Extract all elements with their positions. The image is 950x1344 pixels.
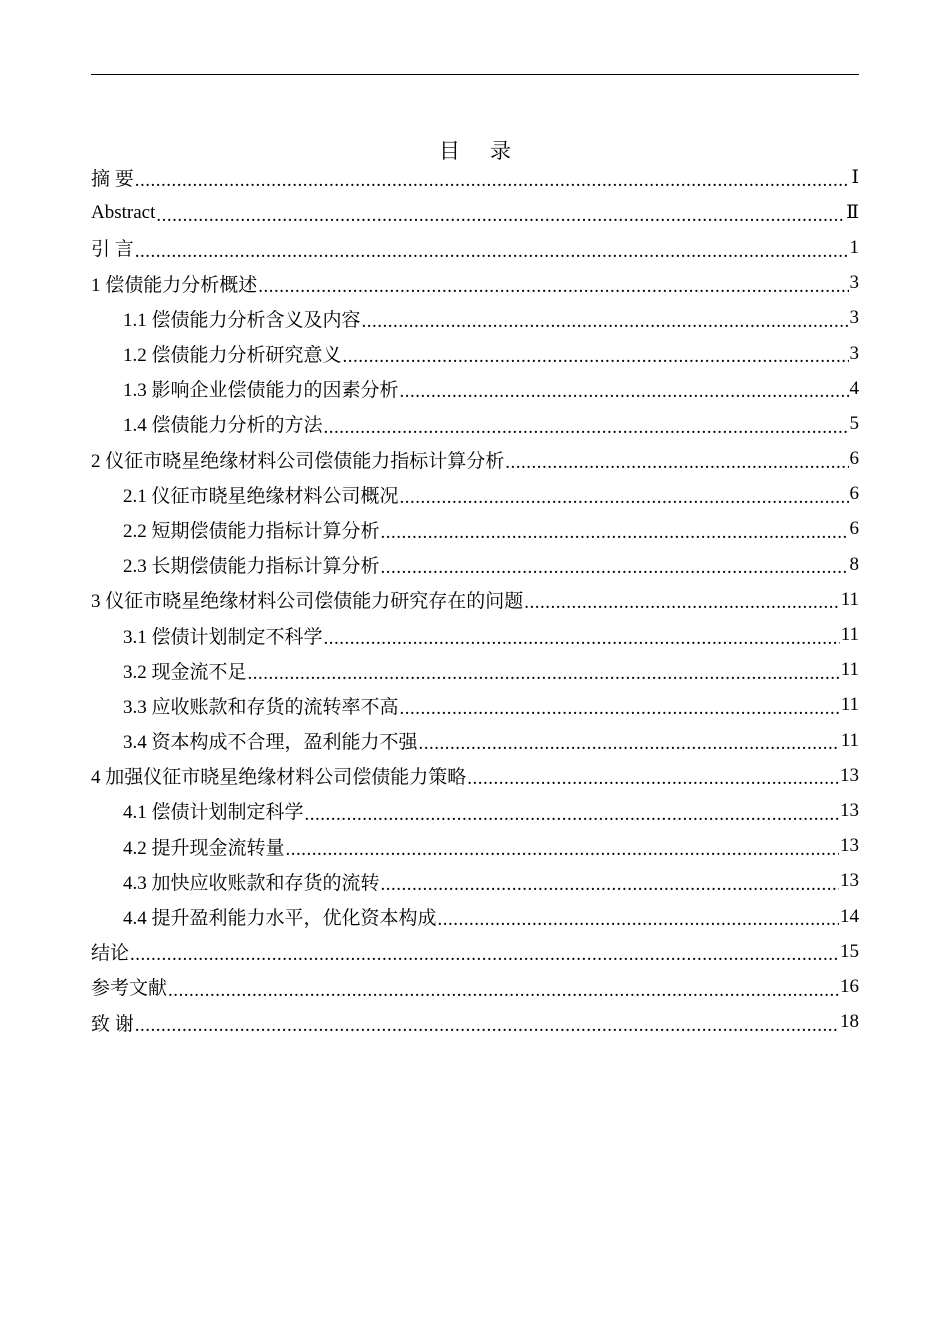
toc-entry-label: 1 偿债能力分析概述: [91, 274, 258, 296]
toc-entry-label: 4.3 加快应收账款和存货的流转: [123, 872, 380, 894]
toc-entry-label: 4.1 偿债计划制定科学: [123, 802, 304, 824]
toc-leader-dots: [135, 171, 851, 195]
toc-entry-label: 2.3 长期偿债能力指标计算分析: [123, 556, 380, 578]
toc-entry[interactable]: [91, 934, 859, 969]
toc-entry-page-number: 8: [849, 553, 859, 575]
toc-entry-page-number: 11: [840, 624, 859, 646]
toc-leader-dots: [324, 418, 849, 442]
toc-entry-page-number: 13: [840, 799, 859, 821]
toc-entry-page-number: 6: [849, 518, 859, 540]
toc-entry-label: 1.1 偿债能力分析含义及内容: [123, 309, 361, 331]
table-of-contents: [91, 160, 859, 1040]
toc-leader-dots: [156, 206, 845, 230]
toc-entry[interactable]: [91, 336, 859, 371]
toc-entry[interactable]: [91, 969, 859, 1004]
toc-entry-label: 结论: [91, 943, 130, 965]
toc-entry-page-number: 6: [849, 448, 859, 470]
toc-entry-label: 4 加强仪征市晓星绝缘材料公司偿债能力策略: [91, 767, 467, 789]
toc-entry-label: 致 谢: [91, 1013, 134, 1035]
toc-entry[interactable]: [91, 1005, 859, 1040]
toc-leader-dots: [381, 875, 839, 899]
toc-entry-page-number: Ⅱ: [846, 202, 859, 224]
toc-entry-page-number: 5: [849, 412, 859, 434]
toc-entry-label: 3.4 资本构成不合理，盈利能力不强: [123, 732, 418, 754]
toc-leader-dots: [362, 312, 849, 336]
toc-entry-label: 3 仪征市晓星绝缘材料公司偿债能力研究存在的问题: [91, 591, 524, 613]
toc-entry[interactable]: [91, 266, 859, 301]
toc-entry[interactable]: [91, 230, 859, 265]
toc-entry-page-number: 16: [840, 975, 859, 997]
toc-entry-page-number: 13: [840, 870, 859, 892]
toc-entry-page-number: 13: [840, 764, 859, 786]
toc-leader-dots: [135, 1016, 839, 1040]
toc-entry-label: 2 仪征市晓星绝缘材料公司偿债能力指标计算分析: [91, 450, 505, 472]
toc-leader-dots: [343, 347, 849, 371]
toc-entry-page-number: 18: [840, 1011, 859, 1033]
toc-leader-dots: [258, 277, 848, 301]
toc-entry[interactable]: [91, 195, 859, 230]
toc-entry-label: 3.3 应收账款和存货的流转率不高: [123, 696, 399, 718]
toc-entry[interactable]: [91, 477, 859, 512]
toc-entry-label: 2.1 仪征市晓星绝缘材料公司概况: [123, 485, 399, 507]
toc-entry[interactable]: [91, 547, 859, 582]
toc-entry[interactable]: [91, 793, 859, 828]
toc-leader-dots: [381, 523, 849, 547]
toc-entry-page-number: 11: [840, 588, 859, 610]
toc-entry-label: 3.1 偿债计划制定不科学: [123, 626, 323, 648]
toc-leader-dots: [524, 593, 839, 617]
toc-entry[interactable]: [91, 758, 859, 793]
toc-entry-label: Abstract: [91, 201, 156, 223]
toc-entry[interactable]: [91, 653, 859, 688]
toc-entry-page-number: 11: [840, 659, 859, 681]
toc-entry-page-number: 4: [849, 377, 859, 399]
toc-entry[interactable]: [91, 442, 859, 477]
toc-entry[interactable]: [91, 899, 859, 934]
toc-leader-dots: [305, 805, 839, 829]
toc-entry[interactable]: [91, 688, 859, 723]
toc-entry[interactable]: [91, 723, 859, 758]
toc-entry-page-number: 11: [840, 729, 859, 751]
toc-entry-label: 1.3 影响企业偿债能力的因素分析: [123, 380, 399, 402]
toc-entry-page-number: 11: [840, 694, 859, 716]
toc-leader-dots: [135, 242, 849, 266]
toc-entry[interactable]: [91, 829, 859, 864]
toc-entry-label: 引 言: [91, 239, 134, 261]
toc-leader-dots: [130, 945, 839, 969]
toc-leader-dots: [400, 699, 840, 723]
toc-entry-page-number: 1: [849, 236, 859, 258]
toc-leader-dots: [168, 981, 839, 1005]
toc-entry[interactable]: [91, 406, 859, 441]
toc-entry-page-number: 3: [849, 307, 859, 329]
toc-entry[interactable]: [91, 582, 859, 617]
toc-entry-page-number: 13: [840, 835, 859, 857]
toc-entry-page-number: 15: [840, 940, 859, 962]
toc-leader-dots: [438, 910, 839, 934]
toc-entry-label: 1.2 偿债能力分析研究意义: [123, 345, 342, 367]
header-rule: [91, 74, 859, 75]
toc-leader-dots: [419, 734, 840, 758]
toc-entry-page-number: 14: [840, 905, 859, 927]
toc-entry-label: 3.2 现金流不足: [123, 661, 247, 683]
toc-entry[interactable]: [91, 864, 859, 899]
toc-leader-dots: [467, 769, 839, 793]
page-title-part-2: 录: [490, 139, 511, 163]
toc-entry[interactable]: [91, 617, 859, 652]
toc-entry[interactable]: [91, 160, 859, 195]
toc-entry-page-number: 3: [849, 342, 859, 364]
toc-leader-dots: [248, 664, 840, 688]
toc-entry-label: 4.4 提升盈利能力水平，优化资本构成: [123, 908, 437, 930]
toc-entry[interactable]: [91, 301, 859, 336]
toc-leader-dots: [505, 453, 848, 477]
toc-entry-page-number: Ⅰ: [851, 167, 859, 189]
toc-entry-page-number: 3: [849, 272, 859, 294]
toc-leader-dots: [324, 629, 840, 653]
toc-entry-label: 2.2 短期偿债能力指标计算分析: [123, 520, 380, 542]
toc-leader-dots: [381, 558, 849, 582]
toc-entry-page-number: 6: [849, 483, 859, 505]
toc-entry[interactable]: [91, 371, 859, 406]
toc-entry-label: 4.2 提升现金流转量: [123, 837, 285, 859]
toc-leader-dots: [400, 382, 849, 406]
toc-leader-dots: [400, 488, 849, 512]
toc-leader-dots: [286, 840, 839, 864]
page-title-part-1: 目: [439, 139, 460, 163]
toc-entry-label: 1.4 偿债能力分析的方法: [123, 415, 323, 437]
toc-entry-label: 摘 要: [91, 169, 134, 191]
toc-entry-label: 参考文献: [91, 978, 168, 1000]
toc-entry[interactable]: [91, 512, 859, 547]
